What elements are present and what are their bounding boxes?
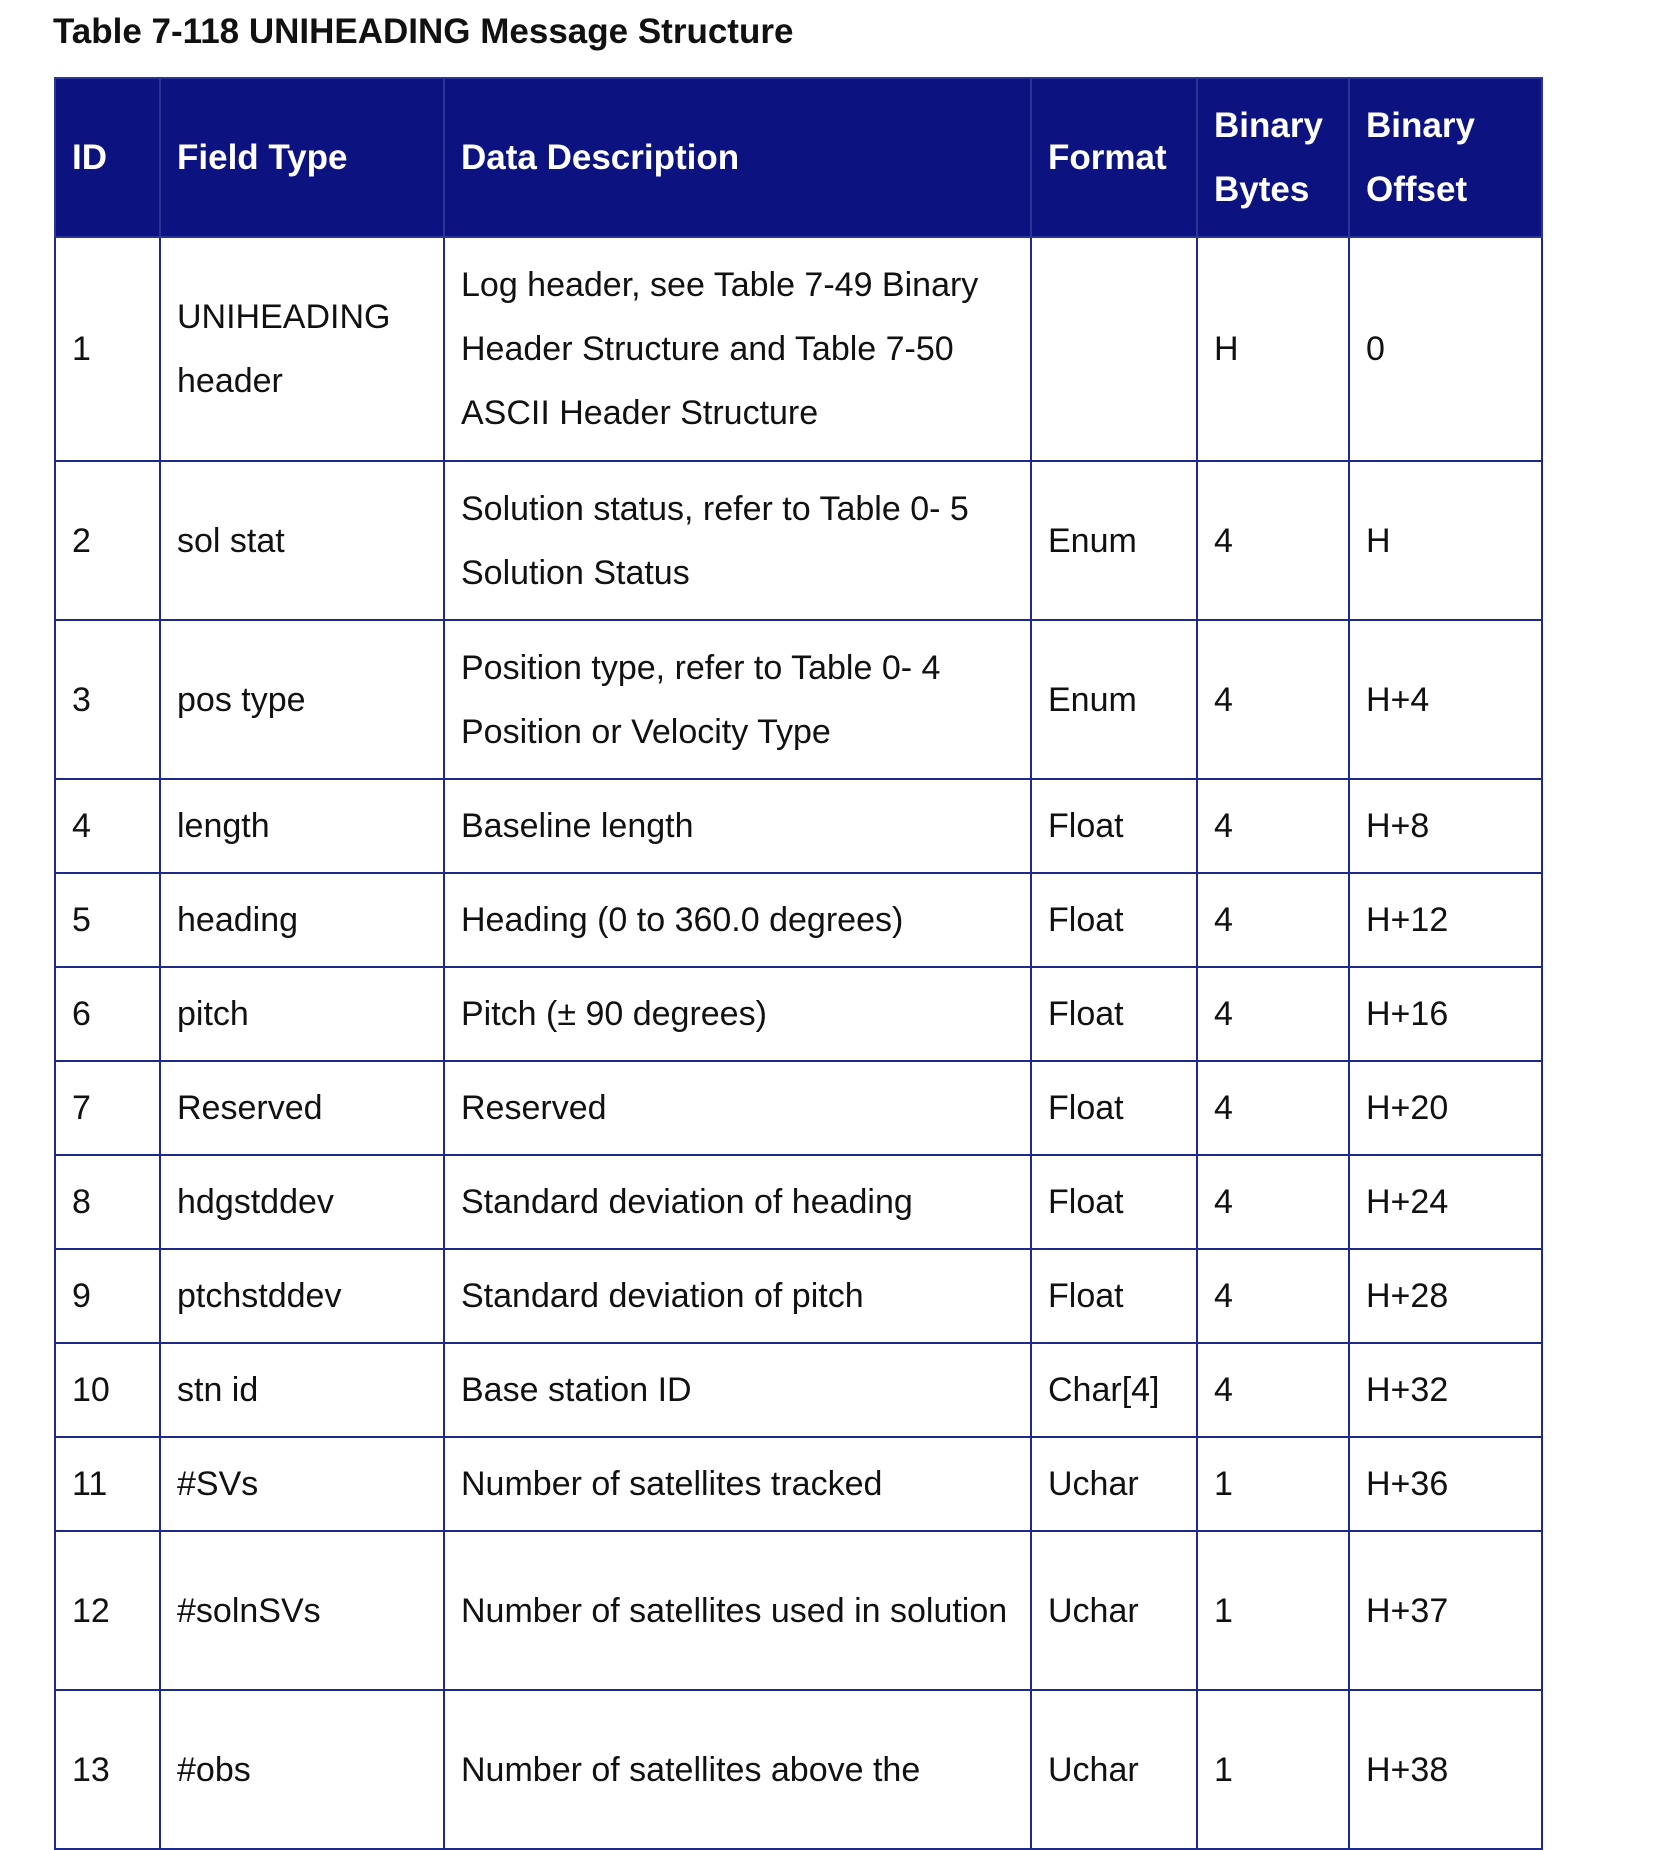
cell-binary-bytes: 4: [1197, 461, 1349, 620]
cell-field-type: hdgstddev: [160, 1155, 444, 1249]
cell-field-type: sol stat: [160, 461, 444, 620]
column-header-field-type: Field Type: [160, 78, 444, 237]
cell-binary-bytes: 4: [1197, 873, 1349, 967]
table-row: [55, 1437, 1542, 1531]
cell-id: 1: [55, 237, 160, 461]
cell-binary-offset: H+16: [1349, 967, 1542, 1061]
cell-binary-offset: H+4: [1349, 620, 1542, 779]
column-header-data-description: Data Description: [444, 78, 1031, 237]
message-structure-table: [54, 77, 1543, 1850]
cell-data-description: Reserved: [444, 1061, 1031, 1155]
cell-field-type: Reserved: [160, 1061, 444, 1155]
cell-field-type: pos type: [160, 620, 444, 779]
cell-data-description: Number of satellites tracked: [444, 1437, 1031, 1531]
cell-data-description: Solution status, refer to Table 0- 5 Solution Status: [444, 461, 1031, 620]
cell-field-type: heading: [160, 873, 444, 967]
cell-format: Float: [1031, 967, 1197, 1061]
cell-binary-bytes: 4: [1197, 620, 1349, 779]
cell-id: 10: [55, 1343, 160, 1437]
table-row: [55, 1531, 1542, 1690]
cell-data-description: Standard deviation of pitch: [444, 1249, 1031, 1343]
cell-id: 5: [55, 873, 160, 967]
cell-data-description: Standard deviation of heading: [444, 1155, 1031, 1249]
cell-binary-offset: H+32: [1349, 1343, 1542, 1437]
cell-binary-offset: H+24: [1349, 1155, 1542, 1249]
cell-data-description: Number of satellites above the: [444, 1690, 1031, 1849]
table-row: [55, 873, 1542, 967]
cell-binary-bytes: 4: [1197, 1061, 1349, 1155]
cell-format: Uchar: [1031, 1690, 1197, 1849]
cell-format: Enum: [1031, 620, 1197, 779]
table-row: [55, 237, 1542, 461]
table-row: [55, 967, 1542, 1061]
cell-binary-offset: H+37: [1349, 1531, 1542, 1690]
cell-field-type: UNIHEADING header: [160, 237, 444, 461]
cell-format: Float: [1031, 1155, 1197, 1249]
cell-id: 12: [55, 1531, 160, 1690]
cell-data-description: Baseline length: [444, 779, 1031, 873]
cell-binary-bytes: 4: [1197, 967, 1349, 1061]
cell-binary-bytes: 4: [1197, 1343, 1349, 1437]
cell-field-type: #SVs: [160, 1437, 444, 1531]
cell-data-description: Pitch (± 90 degrees): [444, 967, 1031, 1061]
cell-field-type: #obs: [160, 1690, 444, 1849]
table-row: [55, 620, 1542, 779]
cell-field-type: length: [160, 779, 444, 873]
cell-binary-offset: H+8: [1349, 779, 1542, 873]
cell-binary-offset: H: [1349, 461, 1542, 620]
cell-format: Float: [1031, 873, 1197, 967]
table-row: [55, 1249, 1542, 1343]
cell-data-description: Log header, see Table 7-49 Binary Header Structure and Table 7-50 ASCII Header Structure: [444, 237, 1031, 461]
cell-data-description: Number of satellites used in solution: [444, 1531, 1031, 1690]
table-caption: Table 7-118 UNIHEADING Message Structure: [53, 12, 794, 51]
cell-binary-bytes: 1: [1197, 1437, 1349, 1531]
table-row: [55, 461, 1542, 620]
table-row: [55, 1343, 1542, 1437]
cell-binary-offset: H+36: [1349, 1437, 1542, 1531]
cell-id: 9: [55, 1249, 160, 1343]
cell-format: [1031, 237, 1197, 461]
cell-data-description: Base station ID: [444, 1343, 1031, 1437]
table-row: [55, 1061, 1542, 1155]
cell-format: Enum: [1031, 461, 1197, 620]
cell-binary-bytes: 4: [1197, 779, 1349, 873]
cell-format: Float: [1031, 1249, 1197, 1343]
cell-field-type: #solnSVs: [160, 1531, 444, 1690]
table-row: [55, 779, 1542, 873]
cell-id: 7: [55, 1061, 160, 1155]
cell-binary-offset: H+12: [1349, 873, 1542, 967]
cell-id: 13: [55, 1690, 160, 1849]
cell-binary-bytes: 4: [1197, 1155, 1349, 1249]
cell-binary-offset: H+28: [1349, 1249, 1542, 1343]
cell-field-type: pitch: [160, 967, 444, 1061]
cell-data-description: Position type, refer to Table 0- 4 Position or Velocity Type: [444, 620, 1031, 779]
cell-binary-offset: 0: [1349, 237, 1542, 461]
cell-field-type: stn id: [160, 1343, 444, 1437]
column-header-binary-bytes: Binary Bytes: [1197, 78, 1349, 237]
cell-binary-bytes: 1: [1197, 1690, 1349, 1849]
table-row: [55, 1155, 1542, 1249]
cell-binary-bytes: 1: [1197, 1531, 1349, 1690]
cell-format: Float: [1031, 779, 1197, 873]
table-header-row: [55, 78, 1542, 237]
cell-binary-bytes: H: [1197, 237, 1349, 461]
cell-id: 3: [55, 620, 160, 779]
cell-field-type: ptchstddev: [160, 1249, 444, 1343]
cell-id: 11: [55, 1437, 160, 1531]
cell-id: 6: [55, 967, 160, 1061]
cell-format: Float: [1031, 1061, 1197, 1155]
cell-format: Char[4]: [1031, 1343, 1197, 1437]
column-header-id: ID: [55, 78, 160, 237]
cell-data-description: Heading (0 to 360.0 degrees): [444, 873, 1031, 967]
cell-binary-bytes: 4: [1197, 1249, 1349, 1343]
cell-binary-offset: H+38: [1349, 1690, 1542, 1849]
column-header-binary-offset: Binary Offset: [1349, 78, 1542, 237]
column-header-format: Format: [1031, 78, 1197, 237]
cell-id: 2: [55, 461, 160, 620]
table-container: [54, 77, 1543, 1850]
cell-id: 4: [55, 779, 160, 873]
cell-id: 8: [55, 1155, 160, 1249]
cell-binary-offset: H+20: [1349, 1061, 1542, 1155]
cell-format: Uchar: [1031, 1437, 1197, 1531]
table-row: [55, 1690, 1542, 1849]
cell-format: Uchar: [1031, 1531, 1197, 1690]
